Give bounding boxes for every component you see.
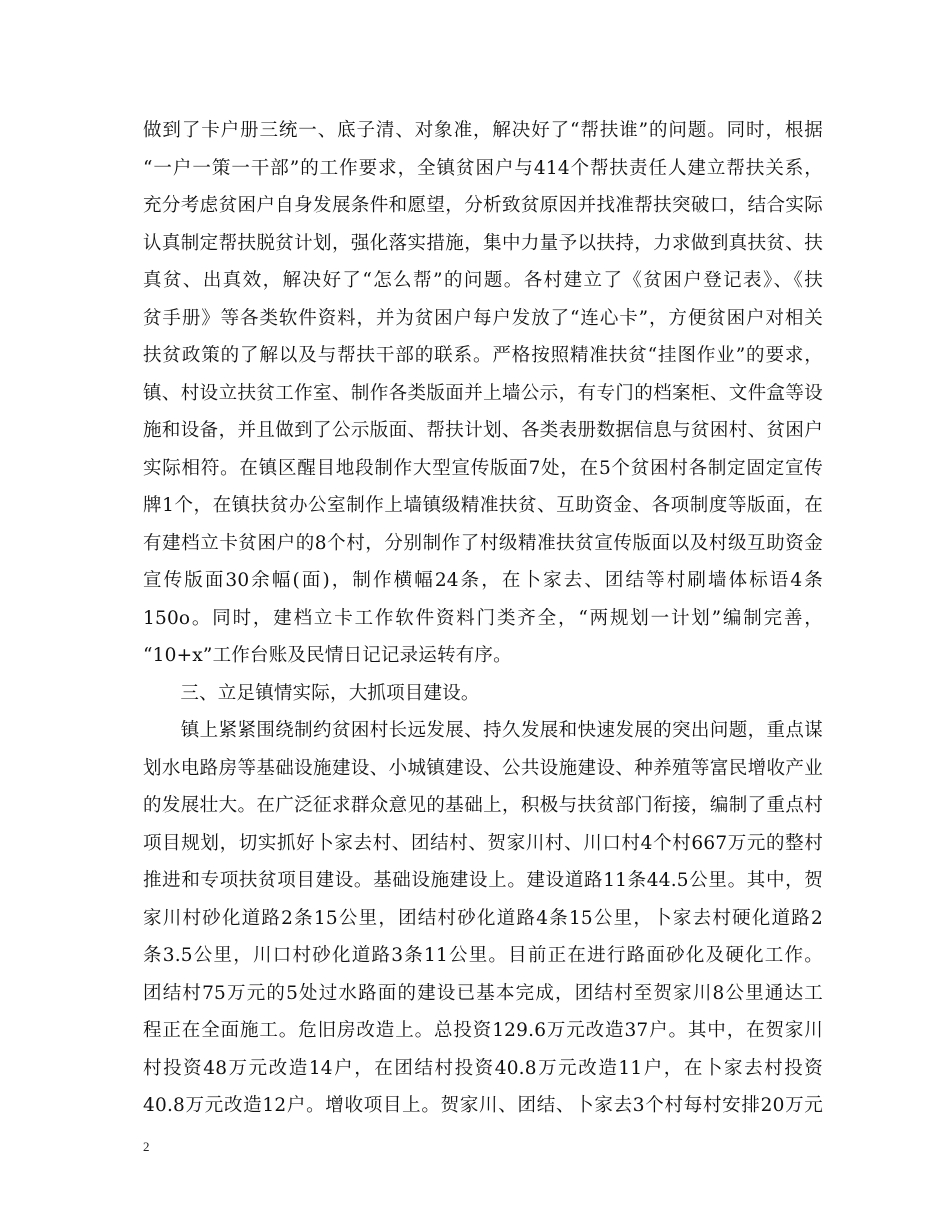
text-line: 贫手册》等各类软件资料，并为贫困户每户发放了“连心卡”，方便贫困户对相关 [143,307,823,329]
page-number: 2 [143,1139,150,1154]
section-heading: 三、立足镇情实际，大抓项目建设。 [143,682,480,704]
text-line: 村投资48万元改造14户，在团结村投资40.8万元改造11户，在卜家去村投资 [143,1057,823,1079]
text-line: 牌1个，在镇扶贫办公室制作上墙镇级精准扶贫、互助资金、各项制度等版面，在 [143,495,823,516]
text-line: 扶贫政策的了解以及与帮扶干部的联系。严格按照精准扶贫“挂图作业”的要求， [143,345,823,366]
text-line: 镇上紧紧围绕制约贫困村长远发展、持久发展和快速发展的突出问题，重点谋 [143,720,823,741]
text-line: 充分考虑贫困户自身发展条件和愿望，分析致贫原因并找准帮扶突破口，结合实际 [143,195,823,216]
text-line: 划水电路房等基础设施建设、小城镇建设、公共设施建设、种养殖等富民增收产业 [143,757,823,779]
text-line: 真贫、出真效，解决好了“怎么帮”的问题。各村建立了《贫困户登记表》、《扶 [143,270,823,291]
text-line: 团结村75万元的5处过水路面的建设已基本完成，团结村至贺家川8公里通达工 [143,982,823,1004]
text-line: 有建档立卡贫困户的8个村，分别制作了村级精准扶贫宣传版面以及村级互助资金 [143,532,823,554]
text-line: 150o。同时，建档立卡工作软件资料门类齐全，“两规划一计划”编制完善， [143,607,823,629]
text-line: 宣传版面30余幅(面)，制作横幅24条，在卜家去、团结等村刷墙体标语4条 [143,570,823,591]
text-line: 实际相符。在镇区醒目地段制作大型宣传版面7处，在5个贫困村各制定固定宣传 [143,457,823,479]
body-text [143,112,823,1125]
text-line: 的发展壮大。在广泛征求群众意见的基础上，积极与扶贫部门衔接，编制了重点村 [143,795,823,816]
text-line: 项目规划，切实抓好卜家去村、团结村、贺家川村、川口村4个村667万元的整村 [143,832,823,854]
text-line: 镇、村设立扶贫工作室、制作各类版面并上墙公示，有专门的档案柜、文件盒等设 [143,382,823,404]
text-line: 家川村砂化道路2条15公里，团结村砂化道路4条15公里，卜家去村硬化道路2 [143,907,823,929]
text-line: 施和设备，并且做到了公示版面、帮扶计划、各类表册数据信息与贫困村、贫困户 [143,420,823,441]
text-line: 认真制定帮扶脱贫计划，强化落实措施，集中力量予以扶持，力求做到真扶贫、扶 [143,232,823,254]
text-line: 做到了卡户册三统一、底子清、对象准，解决好了“帮扶谁”的问题。同时，根据 [143,120,823,141]
text-line: 条3.5公里，川口村砂化道路3条11公里。目前正在进行路面砂化及硬化工作。 [143,945,823,966]
text-line: 推进和专项扶贫项目建设。基础设施建设上。建设道路11条44.5公里。其中，贺 [143,870,823,891]
text-line: “10+x”工作台账及民情日记记录运转有序。 [143,645,512,666]
text-line: 程正在全面施工。危旧房改造上。总投资129.6万元改造37户。其中，在贺家川 [143,1020,823,1041]
text-line: 40.8万元改造12户。增收项目上。贺家川、团结、卜家去3个村每村安排20万元 [143,1095,823,1116]
text-line: “一户一策一干部”的工作要求，全镇贫困户与414个帮扶责任人建立帮扶关系， [143,157,823,179]
